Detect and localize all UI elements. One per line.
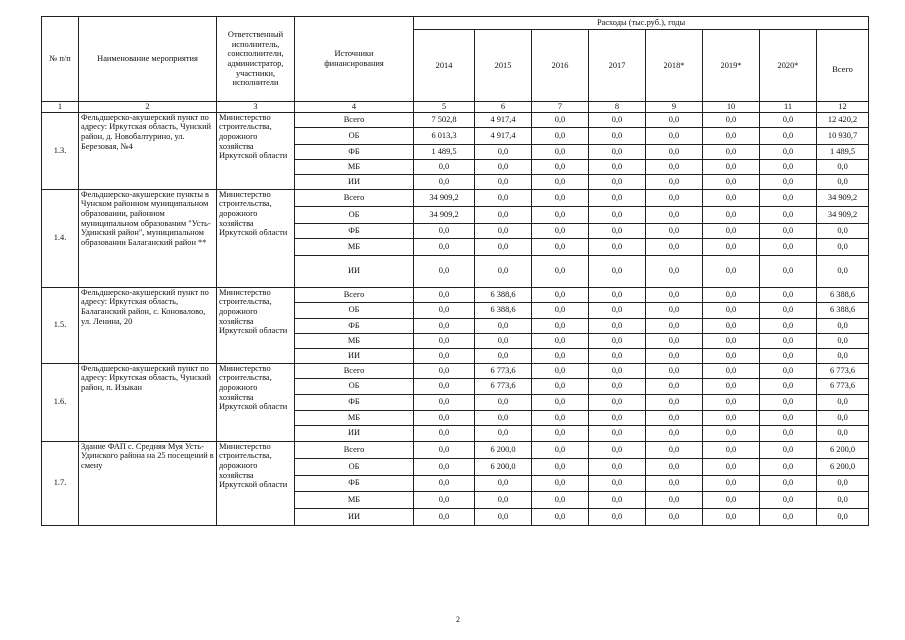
column-number: 6 — [475, 102, 532, 113]
funding-source: ФБ — [295, 144, 414, 159]
year-value: 0,0 — [646, 144, 703, 159]
year-value: 0,0 — [646, 475, 703, 491]
header-year: 2019* — [703, 30, 760, 102]
year-value: 0,0 — [475, 410, 532, 425]
year-value: 6 388,6 — [475, 287, 532, 302]
year-value: 0,0 — [703, 287, 760, 302]
year-value: 0,0 — [760, 318, 817, 333]
year-value: 6 773,6 — [475, 378, 532, 394]
year-value: 0,0 — [646, 189, 703, 206]
year-value: 0,0 — [703, 441, 760, 458]
funding-source: ОБ — [295, 458, 414, 475]
column-number: 11 — [760, 102, 817, 113]
year-value: 0,0 — [760, 255, 817, 287]
year-value: 0,0 — [703, 255, 760, 287]
year-value: 0,0 — [703, 491, 760, 508]
year-value: 0,0 — [703, 475, 760, 491]
header-expenses: Расходы (тыс.руб.), годы — [414, 17, 869, 30]
funding-source: ИИ — [295, 508, 414, 525]
item-executor: Министерство строительства, дорожного хозяйства Иркутской области — [217, 363, 295, 441]
year-value: 0,0 — [703, 223, 760, 238]
year-value: 0,0 — [414, 159, 475, 174]
year-value: 0,0 — [646, 425, 703, 441]
year-value: 0,0 — [589, 223, 646, 238]
year-value: 0,0 — [703, 410, 760, 425]
year-value: 0,0 — [414, 333, 475, 348]
year-value: 0,0 — [414, 318, 475, 333]
year-value: 4 917,4 — [475, 127, 532, 144]
year-value: 0,0 — [475, 491, 532, 508]
year-value: 0,0 — [646, 333, 703, 348]
year-value: 0,0 — [589, 475, 646, 491]
year-value: 0,0 — [414, 302, 475, 318]
item-number: 1.5. — [42, 287, 79, 363]
year-value: 0,0 — [646, 458, 703, 475]
year-value: 0,0 — [703, 458, 760, 475]
year-value: 0,0 — [646, 174, 703, 189]
column-numbers-row — [42, 102, 869, 113]
funding-source: ИИ — [295, 255, 414, 287]
year-value: 34 909,2 — [414, 189, 475, 206]
funding-source: МБ — [295, 491, 414, 508]
year-value: 0,0 — [532, 475, 589, 491]
funding-source: МБ — [295, 410, 414, 425]
year-value: 0,0 — [414, 174, 475, 189]
year-value: 0,0 — [532, 378, 589, 394]
item-name: Фельдшерско-акушерский пункт по адресу: Иркутская область, Чунский район, п. Изыкан — [79, 363, 217, 441]
year-value: 0,0 — [646, 238, 703, 255]
funding-source: ОБ — [295, 302, 414, 318]
year-value: 0,0 — [589, 394, 646, 410]
year-value: 6 200,0 — [475, 441, 532, 458]
year-value: 0,0 — [703, 333, 760, 348]
funding-source: МБ — [295, 238, 414, 255]
year-value: 0,0 — [414, 348, 475, 363]
year-value: 0,0 — [532, 302, 589, 318]
funding-source: ИИ — [295, 174, 414, 189]
year-value: 0,0 — [646, 206, 703, 223]
funding-source: ОБ — [295, 127, 414, 144]
column-number: 9 — [646, 102, 703, 113]
year-value: 0,0 — [589, 441, 646, 458]
year-value: 0,0 — [475, 255, 532, 287]
funding-source: Всего — [295, 189, 414, 206]
year-value: 0,0 — [703, 378, 760, 394]
year-value: 0,0 — [589, 318, 646, 333]
year-value: 0,0 — [589, 458, 646, 475]
year-value: 0,0 — [760, 112, 817, 127]
funding-source: ФБ — [295, 223, 414, 238]
year-value: 0,0 — [532, 159, 589, 174]
header-year: 2020* — [760, 30, 817, 102]
year-value: 0,0 — [532, 255, 589, 287]
table-body — [42, 112, 869, 525]
year-value: 0,0 — [589, 112, 646, 127]
year-value: 0,0 — [589, 144, 646, 159]
year-value: 0,0 — [589, 189, 646, 206]
year-value: 0,0 — [475, 174, 532, 189]
funding-source: ФБ — [295, 394, 414, 410]
total-value: 0,0 — [817, 508, 869, 525]
year-value: 0,0 — [760, 394, 817, 410]
year-value: 0,0 — [475, 425, 532, 441]
year-value: 0,0 — [646, 348, 703, 363]
year-value: 0,0 — [532, 206, 589, 223]
year-value: 0,0 — [646, 127, 703, 144]
year-value: 0,0 — [646, 363, 703, 378]
year-value: 0,0 — [760, 174, 817, 189]
year-value: 0,0 — [475, 159, 532, 174]
item-executor: Министерство строительства, дорожного хозяйства Иркутской области — [217, 189, 295, 287]
column-number: 4 — [295, 102, 414, 113]
year-value: 0,0 — [760, 348, 817, 363]
year-value: 0,0 — [475, 333, 532, 348]
year-value: 4 917,4 — [475, 112, 532, 127]
year-value: 0,0 — [703, 394, 760, 410]
funding-source: Всего — [295, 363, 414, 378]
year-value: 0,0 — [414, 287, 475, 302]
year-value: 0,0 — [760, 363, 817, 378]
total-value: 0,0 — [817, 333, 869, 348]
header-year: 2015 — [475, 30, 532, 102]
year-value: 0,0 — [646, 302, 703, 318]
total-value: 0,0 — [817, 425, 869, 441]
year-value: 0,0 — [532, 394, 589, 410]
year-value: 0,0 — [703, 159, 760, 174]
funding-source: МБ — [295, 159, 414, 174]
table-row — [42, 441, 869, 458]
year-value: 0,0 — [703, 174, 760, 189]
year-value: 0,0 — [414, 425, 475, 441]
year-value: 0,0 — [703, 302, 760, 318]
header-year: 2014 — [414, 30, 475, 102]
year-value: 6 013,3 — [414, 127, 475, 144]
year-value: 0,0 — [703, 238, 760, 255]
total-value: 1 489,5 — [817, 144, 869, 159]
item-number: 1.4. — [42, 189, 79, 287]
year-value: 0,0 — [475, 475, 532, 491]
year-value: 0,0 — [414, 363, 475, 378]
year-value: 0,0 — [589, 206, 646, 223]
total-value: 6 388,6 — [817, 287, 869, 302]
year-value: 0,0 — [532, 425, 589, 441]
year-value: 0,0 — [475, 508, 532, 525]
total-value: 0,0 — [817, 491, 869, 508]
year-value: 0,0 — [760, 287, 817, 302]
column-number: 10 — [703, 102, 760, 113]
year-value: 0,0 — [532, 441, 589, 458]
year-value: 0,0 — [532, 508, 589, 525]
year-value: 0,0 — [703, 206, 760, 223]
total-value: 0,0 — [817, 318, 869, 333]
header-source: Источники финансирования — [295, 17, 414, 102]
year-value: 0,0 — [532, 112, 589, 127]
year-value: 0,0 — [532, 318, 589, 333]
total-value: 0,0 — [817, 223, 869, 238]
funding-source: МБ — [295, 333, 414, 348]
column-number: 2 — [79, 102, 217, 113]
year-value: 0,0 — [646, 318, 703, 333]
year-value: 0,0 — [589, 238, 646, 255]
total-value: 0,0 — [817, 348, 869, 363]
year-value: 0,0 — [589, 363, 646, 378]
year-value: 0,0 — [414, 475, 475, 491]
year-value: 0,0 — [589, 174, 646, 189]
total-value: 6 773,6 — [817, 378, 869, 394]
total-value: 10 930,7 — [817, 127, 869, 144]
year-value: 0,0 — [589, 425, 646, 441]
year-value: 0,0 — [703, 508, 760, 525]
year-value: 0,0 — [532, 348, 589, 363]
year-value: 0,0 — [646, 441, 703, 458]
total-value: 34 909,2 — [817, 206, 869, 223]
year-value: 0,0 — [646, 378, 703, 394]
year-value: 0,0 — [760, 491, 817, 508]
year-value: 0,0 — [414, 378, 475, 394]
year-value: 0,0 — [760, 441, 817, 458]
table-row — [42, 363, 869, 378]
total-value: 0,0 — [817, 410, 869, 425]
year-value: 0,0 — [703, 425, 760, 441]
total-value: 6 200,0 — [817, 458, 869, 475]
total-value: 6 773,6 — [817, 363, 869, 378]
total-value: 34 909,2 — [817, 189, 869, 206]
total-value: 0,0 — [817, 255, 869, 287]
year-value: 0,0 — [589, 378, 646, 394]
column-number: 8 — [589, 102, 646, 113]
year-value: 0,0 — [760, 302, 817, 318]
year-value: 0,0 — [703, 112, 760, 127]
funding-source: ОБ — [295, 378, 414, 394]
header-row-top — [42, 17, 869, 30]
column-number: 1 — [42, 102, 79, 113]
year-value: 0,0 — [589, 287, 646, 302]
year-value: 0,0 — [646, 287, 703, 302]
year-value: 0,0 — [475, 318, 532, 333]
item-executor: Министерство строительства, дорожного хозяйства Иркутской области — [217, 441, 295, 525]
year-value: 0,0 — [532, 144, 589, 159]
year-value: 0,0 — [760, 410, 817, 425]
year-value: 0,0 — [414, 394, 475, 410]
total-value: 6 388,6 — [817, 302, 869, 318]
year-value: 0,0 — [532, 174, 589, 189]
year-value: 0,0 — [760, 458, 817, 475]
year-value: 0,0 — [646, 112, 703, 127]
year-value: 0,0 — [703, 318, 760, 333]
table-row — [42, 287, 869, 302]
year-value: 0,0 — [532, 458, 589, 475]
header-executor: Ответственный исполнитель, соисполнители, администратор, участники, исполнители — [217, 17, 295, 102]
year-value: 0,0 — [589, 508, 646, 525]
year-value: 0,0 — [646, 491, 703, 508]
year-value: 0,0 — [532, 238, 589, 255]
total-value: 6 200,0 — [817, 441, 869, 458]
header-num: № п/п — [42, 17, 79, 102]
year-value: 0,0 — [589, 127, 646, 144]
year-value: 0,0 — [760, 159, 817, 174]
year-value: 0,0 — [414, 255, 475, 287]
item-name: Фельдшерско-акушерские пункты в Чунском районном муниципальном образовании, районном муниципальном образованим "Усть-Удинский район", муниципальном образовании Балаганский район ** — [79, 189, 217, 287]
year-value: 0,0 — [414, 491, 475, 508]
year-value: 0,0 — [414, 508, 475, 525]
year-value: 0,0 — [646, 223, 703, 238]
header-year: 2018* — [646, 30, 703, 102]
year-value: 6 200,0 — [475, 458, 532, 475]
year-value: 0,0 — [475, 206, 532, 223]
year-value: 0,0 — [760, 378, 817, 394]
year-value: 0,0 — [475, 348, 532, 363]
item-name: Фельдшерско-акушерский пункт по адресу: Иркутская область, Чунский район, д. Новобалтурино, ул. Березовая, №4 — [79, 112, 217, 189]
year-value: 0,0 — [589, 159, 646, 174]
item-executor: Министерство строительства, дорожного хозяйства Иркутской области — [217, 287, 295, 363]
year-value: 0,0 — [589, 302, 646, 318]
total-value: 0,0 — [817, 394, 869, 410]
year-value: 0,0 — [589, 410, 646, 425]
year-value: 34 909,2 — [414, 206, 475, 223]
header-name: Наименование мероприятия — [79, 17, 217, 102]
item-number: 1.6. — [42, 363, 79, 441]
year-value: 0,0 — [703, 348, 760, 363]
total-value: 0,0 — [817, 159, 869, 174]
year-value: 0,0 — [589, 348, 646, 363]
item-executor: Министерство строительства, дорожного хозяйства Иркутской области — [217, 112, 295, 189]
funding-source: ИИ — [295, 425, 414, 441]
year-value: 0,0 — [589, 255, 646, 287]
year-value: 0,0 — [414, 458, 475, 475]
item-number: 1.3. — [42, 112, 79, 189]
funding-source: ФБ — [295, 475, 414, 491]
year-value: 0,0 — [703, 363, 760, 378]
year-value: 0,0 — [760, 238, 817, 255]
total-value: 0,0 — [817, 475, 869, 491]
year-value: 0,0 — [532, 363, 589, 378]
year-value: 0,0 — [703, 144, 760, 159]
year-value: 1 489,5 — [414, 144, 475, 159]
total-value: 0,0 — [817, 174, 869, 189]
total-value: 12 420,2 — [817, 112, 869, 127]
item-name: Здание ФАП с. Средняя Муя Усть-Удинского района на 25 посещений в смену — [79, 441, 217, 525]
year-value: 0,0 — [532, 287, 589, 302]
year-value: 0,0 — [589, 491, 646, 508]
year-value: 0,0 — [532, 410, 589, 425]
year-value: 0,0 — [646, 508, 703, 525]
funding-source: ФБ — [295, 318, 414, 333]
year-value: 0,0 — [532, 127, 589, 144]
total-value: 0,0 — [817, 238, 869, 255]
year-value: 6 388,6 — [475, 302, 532, 318]
year-value: 0,0 — [414, 238, 475, 255]
column-number: 12 — [817, 102, 869, 113]
column-number: 7 — [532, 102, 589, 113]
column-number: 3 — [217, 102, 295, 113]
year-value: 0,0 — [760, 206, 817, 223]
year-value: 0,0 — [414, 410, 475, 425]
year-value: 0,0 — [475, 238, 532, 255]
year-value: 0,0 — [760, 333, 817, 348]
year-value: 0,0 — [532, 189, 589, 206]
year-value: 0,0 — [760, 127, 817, 144]
year-value: 0,0 — [646, 394, 703, 410]
budget-table — [41, 16, 869, 526]
table-row — [42, 112, 869, 127]
column-number: 5 — [414, 102, 475, 113]
year-value: 0,0 — [760, 223, 817, 238]
year-value: 0,0 — [532, 223, 589, 238]
year-value: 0,0 — [760, 189, 817, 206]
year-value: 0,0 — [475, 223, 532, 238]
year-value: 0,0 — [646, 255, 703, 287]
year-value: 0,0 — [760, 144, 817, 159]
header-year: 2016 — [532, 30, 589, 102]
year-value: 0,0 — [414, 441, 475, 458]
funding-source: Всего — [295, 112, 414, 127]
year-value: 0,0 — [646, 410, 703, 425]
funding-source: Всего — [295, 441, 414, 458]
year-value: 0,0 — [589, 333, 646, 348]
funding-source: ОБ — [295, 206, 414, 223]
item-name: Фельдшерско-акушерский пункт по адресу: Иркутская область, Балаганский район, с. Коновалово, ул. Ленина, 20 — [79, 287, 217, 363]
year-value: 0,0 — [760, 425, 817, 441]
year-value: 0,0 — [532, 491, 589, 508]
year-value: 0,0 — [760, 475, 817, 491]
page-number: 2 — [456, 615, 460, 624]
year-value: 0,0 — [646, 159, 703, 174]
header-year: 2017 — [589, 30, 646, 102]
item-number: 1.7. — [42, 441, 79, 525]
table-row — [42, 189, 869, 206]
funding-source: Всего — [295, 287, 414, 302]
year-value: 0,0 — [475, 394, 532, 410]
year-value: 6 773,6 — [475, 363, 532, 378]
year-value: 0,0 — [760, 508, 817, 525]
year-value: 0,0 — [703, 127, 760, 144]
year-value: 7 502,8 — [414, 112, 475, 127]
year-value: 0,0 — [475, 144, 532, 159]
year-value: 0,0 — [414, 223, 475, 238]
year-value: 0,0 — [475, 189, 532, 206]
year-value: 0,0 — [532, 333, 589, 348]
header-total: Всего — [817, 30, 869, 102]
year-value: 0,0 — [703, 189, 760, 206]
funding-source: ИИ — [295, 348, 414, 363]
